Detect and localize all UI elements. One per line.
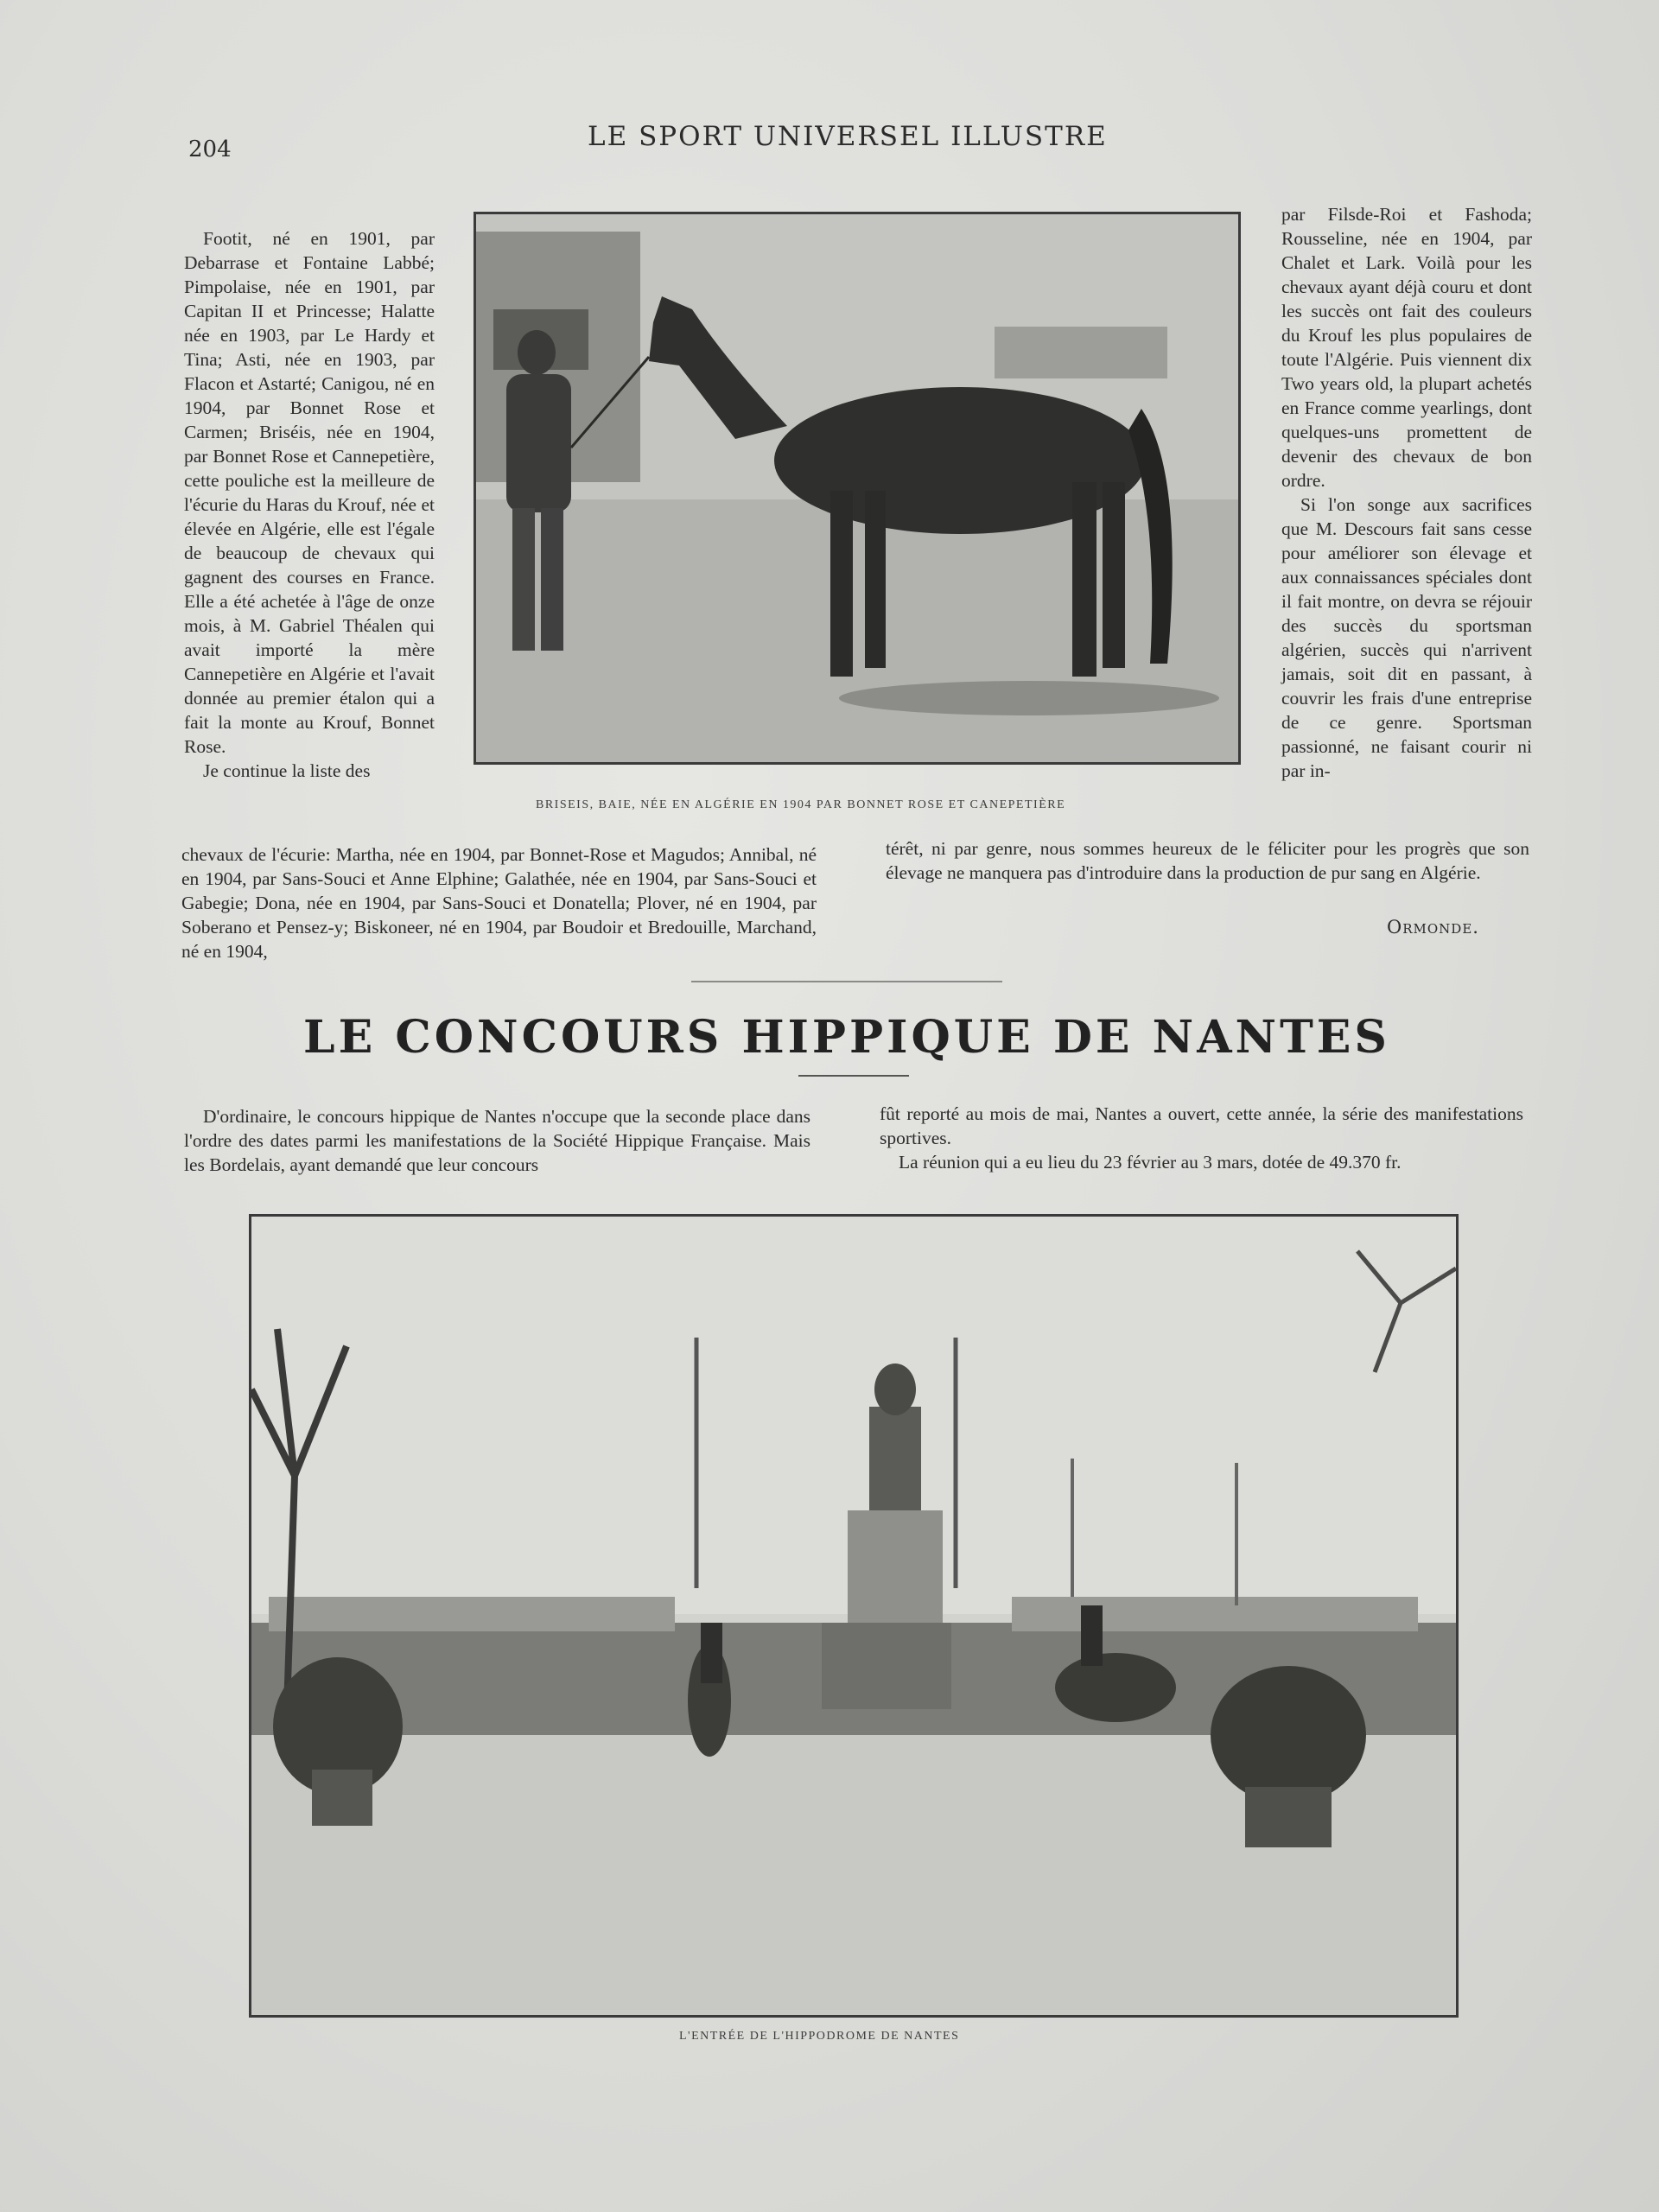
page-number: 204 <box>188 137 232 162</box>
hippodrome-photo-caption: L'ENTRÉE DE L'HIPPODROME DE NANTES <box>679 2030 960 2043</box>
article1-left-para-2: Je continue la liste des <box>203 760 371 781</box>
article2-right-column <box>880 1102 1523 1174</box>
article1-left-column <box>184 226 435 783</box>
article1-right-para-1: par Filsde-Roi et Fashoda; Rousseline, née en 1904, par Chalet et Lark. Voilà pour les chevaux ayant déjà couru et dont les succès ont fait des couleurs du Krouf les plus populaires de toute l'Algérie. Puis viennent dix Two years old, la plupart achetés en France comme yearlings, dont quelques-uns promettent de devenir des chevaux de bon ordre. <box>1281 204 1532 491</box>
article2-left-para: D'ordinaire, le concours hippique de Nantes n'occupe que la seconde place dans l'ordre des dates parmi les manifestations de la Société Hippique Française. Mais les Bordelais, ayant demandé que leur concours <box>184 1106 810 1175</box>
article2-right-para-1: fût reporté au mois de mai, Nantes a ouvert, cette année, la série des manifestations sportives. <box>880 1103 1523 1148</box>
section-divider <box>691 981 1002 982</box>
hippodrome-illustration <box>251 1217 1456 2015</box>
title-underline <box>798 1075 909 1077</box>
article1-right-column <box>1281 202 1532 783</box>
article1-left-para-1: Footit, né en 1901, par Debarrase et Fontaine Labbé; Pimpolaise, née en 1901, par Capitan II et Princesse; Halatte née en 1903, par Le Hardy et Tina; Asti, née en 1903, par Flacon et Astarté; Canigou, né en 1904, par Bonnet Rose et Carmen; Briséis, née en 1904, par Bonnet Rose et Cannepetière, cette pouliche est la meilleure de l'écurie du Haras du Krouf, née et élevée en Algérie, elle est l'égale de beaucoup de chevaux qui gagnent des courses en France. Elle a été achetée à l'âge de onze mois, à M. Gabriel Théalen qui avait importé la mère Cannepetière en Algérie et l'avait donnée au premier étalon qui a fait la monte au Krouf, Bonnet Rose. <box>184 228 435 757</box>
article2-title: LE CONCOURS HIPPIQUE DE NANTES <box>303 1011 1390 1064</box>
running-head: LE SPORT UNIVERSEL ILLUSTRE <box>588 121 1108 152</box>
horse-illustration <box>476 214 1238 762</box>
author-signature: Ormonde. <box>1387 917 1479 938</box>
article1-bottom-right: térêt, ni par genre, nous sommes heureux de le féliciter pour les progrès que son élevage ne manquera pas d'introduire dans la production de pur sang en Algérie. <box>886 838 1529 883</box>
article1-bottom-left: chevaux de l'écurie: Martha, née en 1904, par Bonnet-Rose et Magudos; Annibal, né en 1904, par Sans-Souci et Anne Elphine; Galathée, née en 1904, par Sans-Souci et Gabegie; Dona, née en 1904, par Sans-Souci et Donatella; Plover, né en 1904, par Soberano et Pensez-y; Biskoneer, né en 1904, par Boudoir et Bredouille, Marchand, né en 1904, <box>181 844 817 962</box>
article2-left-column <box>184 1104 810 1177</box>
horse-photo-caption: BRISEIS, BAIE, NÉE EN ALGÉRIE EN 1904 PAR BONNET ROSE ET CANEPETIÈRE <box>536 798 1066 811</box>
hippodrome-photo <box>249 1214 1459 2018</box>
article2-right-para-2: La réunion qui a eu lieu du 23 février au 3 mars, dotée de 49.370 fr. <box>899 1152 1402 1173</box>
article1-right-para-2: Si l'on songe aux sacrifices que M. Descours fait sans cesse pour améliorer son élevage et aux connaissances spéciales dont il fait montre, on devra se réjouir des succès du sportsman algérien, succès qui n'arrivent jamais, soit dit en passant, à couvrir les frais d'une entreprise de ce genre. Sportsman passionné, ne faisant courir ni par in- <box>1281 494 1532 781</box>
horse-photo <box>474 212 1241 765</box>
